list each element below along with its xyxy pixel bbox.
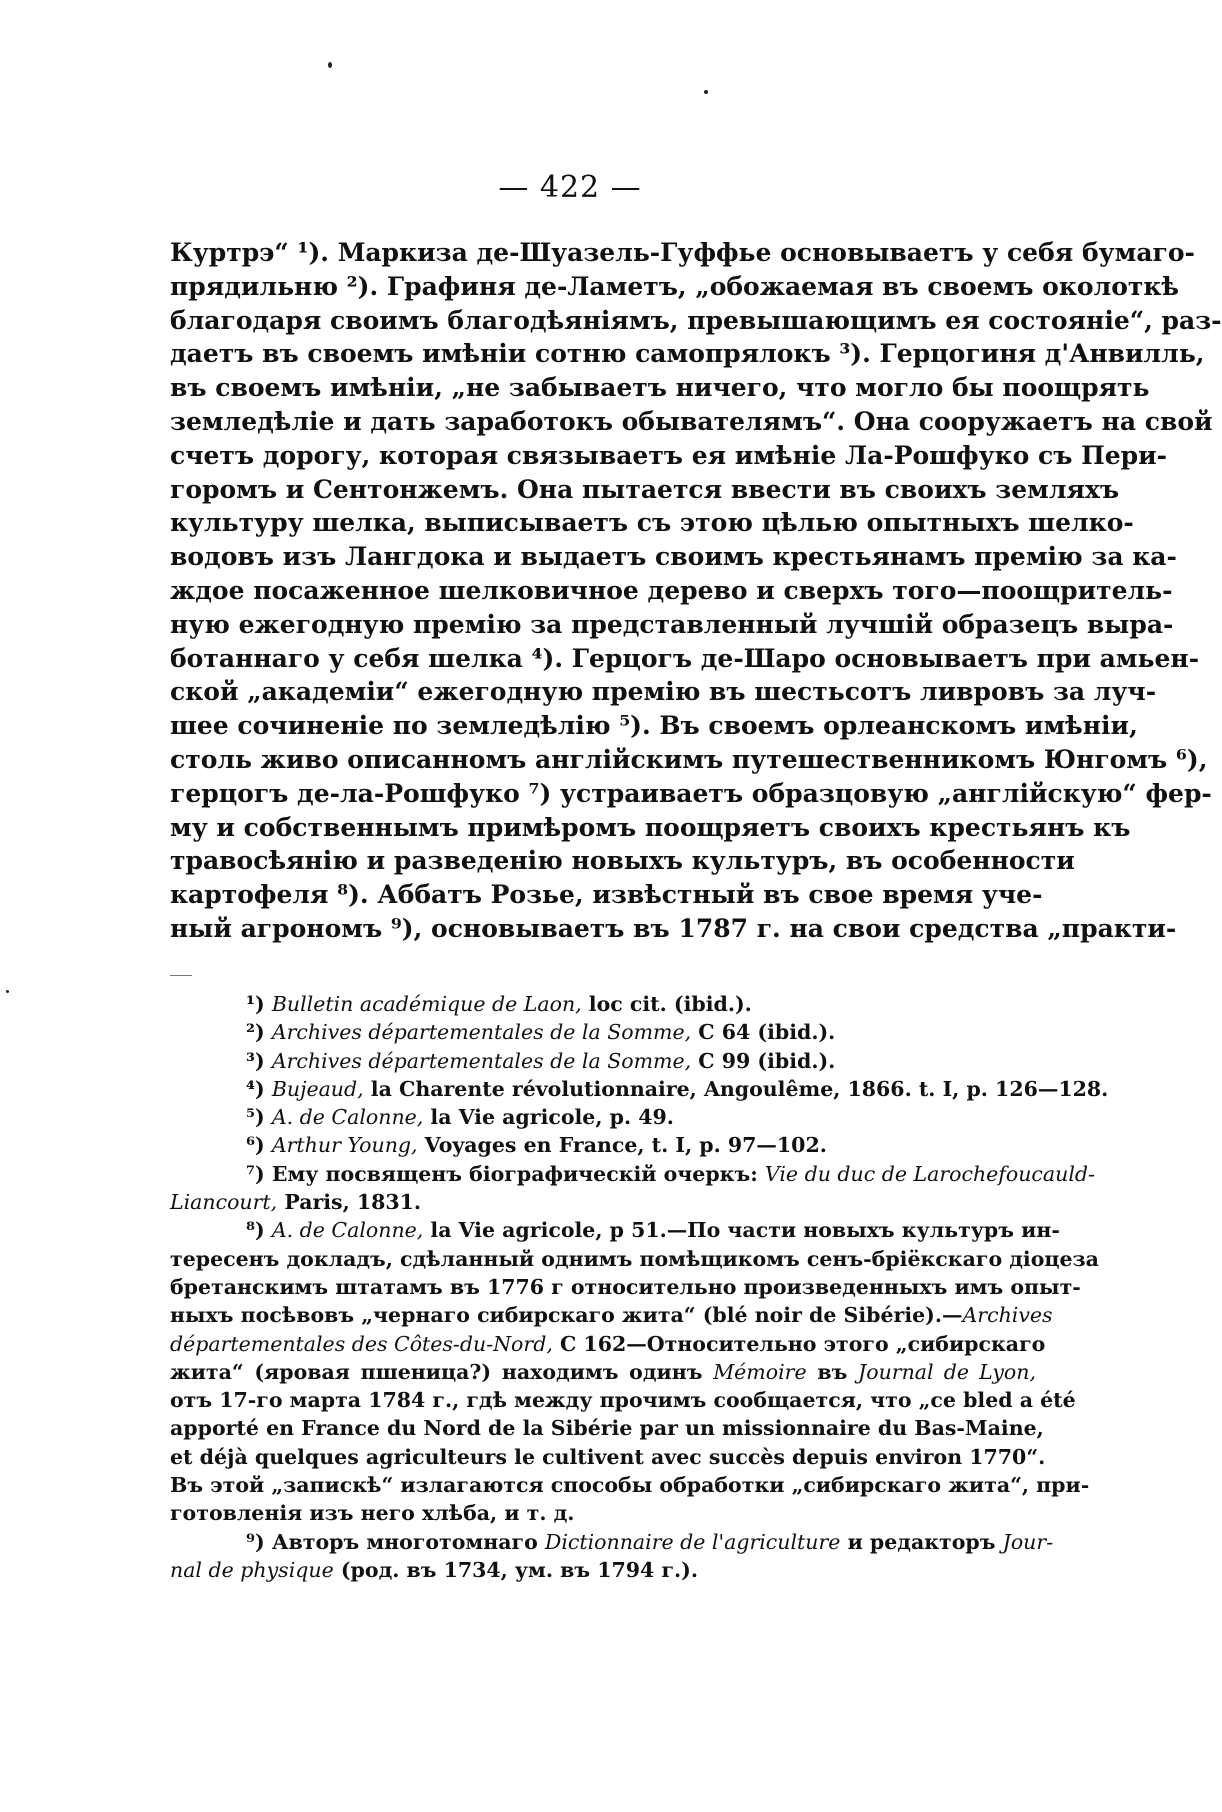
footnote-text: Ему посвященъ біографическій очеркъ:	[264, 1161, 765, 1186]
footnote-6	[170, 1131, 1036, 1159]
footnote-number: ⁴)	[246, 1076, 265, 1101]
footnote-number: ¹)	[246, 992, 265, 1016]
text-line: столь живо описанномъ англійскимъ путешественникомъ Юнгомъ ⁶),	[170, 744, 1208, 774]
footnote-source: départementales des Côtes-du-Nord,	[170, 1331, 553, 1356]
footnote-source: A. de Calonne,	[271, 1105, 424, 1130]
footnote-number: ⁸)	[246, 1218, 265, 1243]
footnote-text: C 64 (ibid.).	[691, 1020, 836, 1045]
text-line: ный агрономъ ⁹), основываетъ въ 1787 г. на свои средства „практи-	[170, 913, 1177, 943]
footnote-2	[170, 1018, 1036, 1046]
footnote-8-cont: et déjà quelques agriculteurs le cultivent avec succès depuis environ 1770“.	[170, 1444, 1046, 1469]
footnote-8-cont	[170, 1330, 1046, 1358]
footnote-8-cont	[170, 1358, 1036, 1386]
footnote-text: la Charente révolutionnaire, Angoulême, 1866. t. I, p. 126—128.	[363, 1076, 1109, 1101]
text-line: горомъ и Сентонжемъ. Она пытается ввести въ своихъ земляхъ	[170, 474, 1120, 504]
footnote-8-cont: бретанскимъ штатамъ въ 1776 г относительно произведенныхъ имъ опыт-	[170, 1274, 1081, 1299]
footnote-9-cont	[170, 1556, 1036, 1584]
footnote-text: и редакторъ	[840, 1529, 1003, 1554]
footnote-8-cont: Въ этой „запискѣ“ излагаются способы обработки „сибирскаго жита“, при-	[170, 1473, 1090, 1498]
footnote-text: Paris, 1831.	[277, 1190, 422, 1215]
footnote-source: Bujeaud,	[271, 1076, 364, 1101]
text-line: даетъ въ своемъ имѣніи сотню самопрялокъ ³). Герцогиня д'Анвилль,	[170, 339, 1205, 369]
footnote-8-cont	[170, 1301, 1053, 1329]
footnote-4	[170, 1075, 1109, 1103]
text-line: благодаря своимъ благодѣяніямъ, превышающимъ ея состояніе“, раз-	[170, 305, 1222, 335]
footnote-source: Liancourt,	[170, 1190, 278, 1215]
footnote-text: C 162—Относительно этого „сибирскаго	[552, 1331, 1046, 1356]
text-line: Куртрэ“ ¹). Маркиза де-Шуазель-Гуффье основываетъ у себя бумаго-	[170, 238, 1195, 267]
footnotes	[170, 990, 1109, 1584]
footnote-separator	[170, 975, 192, 976]
text-line: ской „академіи“ ежегодную премію въ шестьсотъ ливровъ за луч-	[170, 677, 1157, 707]
footnote-source: Vie du duc de Larochefoucauld-	[764, 1161, 1095, 1186]
text-line: ждое посаженное шелковичное дерево и сверхъ того—поощритель-	[170, 575, 1173, 605]
footnote-source: Arthur Young,	[271, 1133, 418, 1158]
footnote-number: ⁵)	[246, 1105, 265, 1130]
footnote-text: (род. въ 1734, ум. въ 1794 г.).	[333, 1557, 698, 1582]
footnote-8-cont: тересенъ докладъ, сдѣланный однимъ помѣщикомъ сенъ-бріёкскаго діоцеза	[170, 1246, 1099, 1271]
footnote-7-cont	[170, 1188, 1036, 1216]
footnote-text: la Vie agricole, p 51.—По части новыхъ культуръ ин-	[423, 1218, 1060, 1243]
footnote-source: Archives	[962, 1303, 1053, 1328]
footnote-text: la Vie agricole, p. 49.	[423, 1105, 674, 1130]
page-number: — 422 —	[498, 170, 642, 205]
footnote-number: ³)	[246, 1048, 265, 1073]
footnote-text: ныхъ посѣвовъ „чернаго сибирскаго жита“ (blé noir de Sibérie).—	[170, 1303, 963, 1328]
footnote-8-cont: отъ 17-го марта 1784 г., гдѣ между прочимъ сообщается, что „ce bled a été	[170, 1388, 1076, 1413]
footnote-1	[170, 990, 1036, 1018]
text-line: ботаннаго у себя шелка ⁴). Герцогъ де-Шаро основываетъ при амьен-	[170, 643, 1200, 673]
main-text	[170, 236, 1222, 946]
footnote-source: Jour-	[1002, 1529, 1054, 1554]
footnote-text: въ	[806, 1359, 859, 1384]
scan-speck	[328, 62, 332, 68]
text-line: культуру шелка, выписываетъ съ этою цѣлью опытныхъ шелко-	[170, 508, 1134, 538]
footnote-text: Voyages en France, t. I, p. 97—102.	[417, 1133, 827, 1158]
text-line: счетъ дорогу, которая связываетъ ея имѣніе Ла-Рошфуко съ Пери-	[170, 440, 1168, 470]
footnote-8	[170, 1216, 1060, 1244]
footnote-source: A. de Calonne,	[271, 1218, 424, 1243]
text-line: въ своемъ имѣніи, „не забываетъ ничего, что могло бы поощрять	[170, 373, 1150, 403]
footnote-text: C 99 (ibid.).	[691, 1048, 836, 1073]
footnote-5	[170, 1103, 1036, 1131]
scan-speck	[6, 990, 9, 993]
footnote-source: Archives départementales de la Somme,	[271, 1020, 692, 1045]
footnote-8-cont: готовленія изъ него хлѣба, и т. д.	[170, 1501, 575, 1526]
text-line: водовъ изъ Лангдока и выдаетъ своимъ крестьянамъ премію за ка-	[170, 542, 1177, 572]
footnote-number: ²)	[246, 1020, 265, 1045]
text-line: герцогъ де-ла-Рошфуко ⁷) устраиваетъ образцовую „англійскую“ фер-	[170, 778, 1212, 808]
text-line: шее сочиненіе по земледѣлію ⁵). Въ своемъ орлеанскомъ имѣніи,	[170, 711, 1138, 741]
footnote-number: ⁹)	[246, 1529, 265, 1554]
footnote-3	[170, 1047, 1036, 1075]
scan-speck	[704, 90, 708, 94]
footnote-number: ⁶)	[246, 1133, 265, 1158]
text-line: картофеля ⁸). Аббатъ Розье, извѣстный въ свое время уче-	[170, 880, 1043, 910]
footnote-source: Mémoire	[713, 1359, 807, 1384]
text-line: ную ежегодную премію за представленный лучшій образецъ выра-	[170, 609, 1174, 639]
footnote-source: nal de physique	[170, 1557, 334, 1582]
footnote-source: Journal de Lyon,	[858, 1359, 1036, 1384]
text-line: му и собственнымъ примѣромъ поощряетъ своихъ крестьянъ къ	[170, 812, 1131, 842]
footnote-source: Dictionnaire de l'agriculture	[544, 1529, 841, 1554]
footnote-source: Archives départementales de la Somme,	[271, 1048, 692, 1073]
footnote-number: ⁷)	[246, 1161, 265, 1186]
text-line: травосѣянію и разведенію новыхъ культуръ, въ особенности	[170, 846, 1075, 876]
footnote-text: Авторъ многотомнаго	[264, 1529, 545, 1554]
footnote-7	[170, 1160, 1095, 1188]
footnote-text: loc cit. (ibid.).	[581, 992, 752, 1016]
footnote-source: Bulletin académique de Laon,	[271, 992, 582, 1016]
footnote-8-cont: apporté en France du Nord de la Sibérie par un missionnaire du Bas-Maine,	[170, 1416, 1044, 1441]
text-line: прядильню ²). Графиня де-Ламетъ, „обожаемая въ своемъ околоткѣ	[170, 271, 1180, 301]
footnote-text: жита“ (яровая пшеница?) находимъ одинъ	[170, 1359, 714, 1384]
footnote-9	[170, 1528, 1054, 1556]
text-line: земледѣліе и дать заработокъ обывателямъ“. Она сооружаетъ на свой	[170, 406, 1213, 436]
